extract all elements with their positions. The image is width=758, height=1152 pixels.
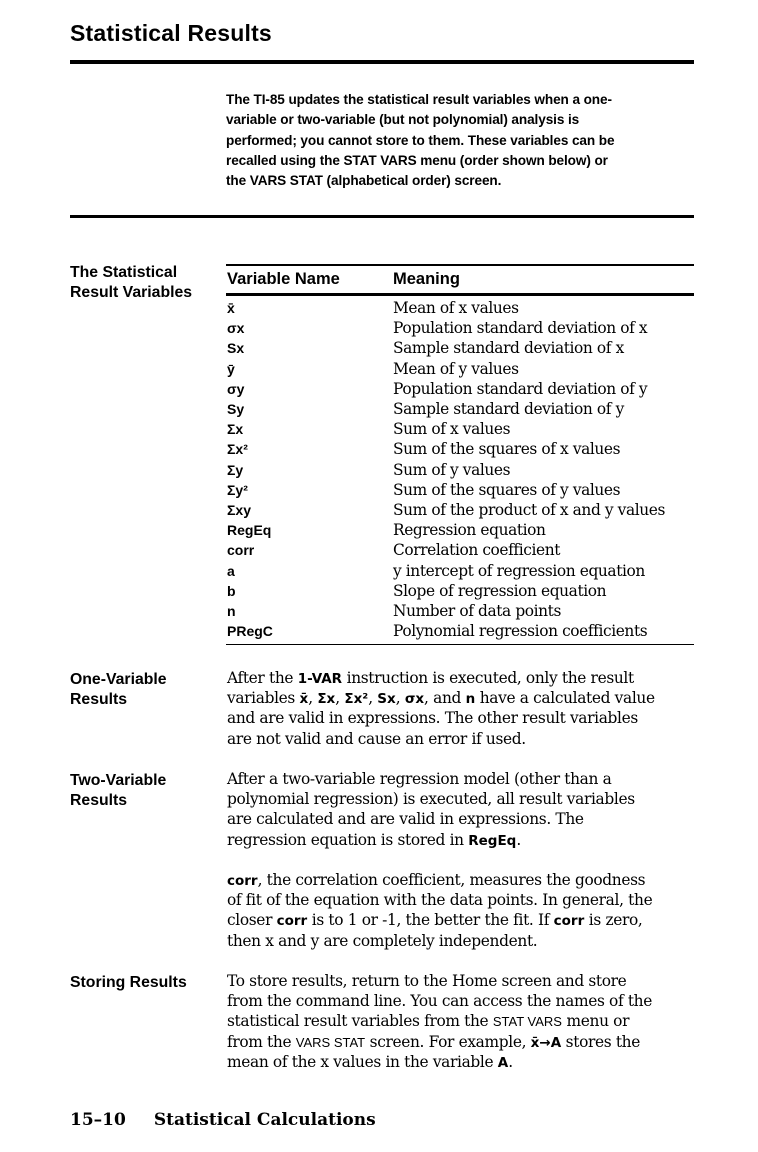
intro-line: recalled using the STAT VARS menu (order shown below) or: [226, 152, 608, 168]
variable-meaning: Population standard deviation of y: [393, 379, 648, 398]
column-header-variable: Variable Name: [227, 270, 340, 288]
storing-results-label: Storing Results: [70, 974, 187, 991]
variable-meaning: Sum of x values: [393, 420, 511, 439]
variable-meaning: y intercept of regression equation: [393, 561, 645, 580]
variable-name: Σy: [227, 461, 244, 478]
variable-meaning: Correlation coefficient: [393, 541, 560, 560]
column-header-meaning: Meaning: [393, 270, 460, 288]
variables-section-label: The Statistical Result Variables: [70, 264, 193, 302]
variable-name: a: [227, 562, 235, 579]
variable-name: ȳ: [227, 360, 235, 377]
variable-meaning: Sum of the product of x and y values: [393, 501, 665, 519]
variable-meaning: Sample standard deviation of y: [393, 400, 624, 418]
two-variable-label: Two-Variable Results: [70, 772, 167, 810]
variable-meaning: Sample standard deviation of x: [393, 339, 624, 358]
storing-paragraph: To store results, return to the Home screen and store from the command line. You can access the names of the statistical result variables from the STAT VARS menu or from the VARS STAT screen. For example, x̄→A stores the mean of the x values in the variable A.: [227, 972, 653, 1071]
variable-meaning: Number of data points: [393, 602, 561, 620]
variable-name: PRegC: [227, 623, 273, 640]
variable-name: Sy: [227, 401, 245, 417]
variable-meaning: Polynomial regression coefficients: [393, 622, 648, 641]
variable-meaning: Mean of y values: [393, 359, 519, 378]
intro-line: The TI-85 updates the statistical result variables when a one-: [226, 92, 612, 107]
two-variable-paragraph: After a two-variable regression model (other than a polynomial regression) is executed, all result variables are calculated and are valid in expressions. The regression equation is stored in RegEq.: [227, 770, 635, 849]
section-rule: [70, 215, 694, 218]
table-bottom-rule: [226, 644, 694, 645]
variable-name: Σx: [227, 421, 244, 438]
variable-name: RegEq: [227, 522, 272, 539]
code-1var: 1-VAR: [297, 671, 343, 687]
intro-line: performed; you cannot store to them. These variables can be: [226, 132, 615, 148]
variable-name: σy: [227, 380, 245, 397]
variable-name: Σy²: [227, 481, 248, 498]
variable-name: n: [227, 603, 236, 619]
variable-name: σx: [227, 320, 245, 337]
variable-name: Σx²: [227, 441, 248, 458]
variable-name: Σxy: [227, 502, 251, 518]
variable-meaning: Population standard deviation of x: [393, 319, 648, 338]
variable-name: b: [227, 582, 236, 599]
section-title: Statistical Calculations: [153, 1110, 376, 1130]
one-variable-paragraph: After the 1-VAR instruction is executed, only the result variables x̄, Σx, Σx², Sx, σx, and n have a calculated value and are valid in expressions. The other result variables are not valid and cause an error if used.: [227, 669, 655, 748]
variable-meaning: Sum of the squares of y values: [393, 480, 621, 499]
variable-name: corr: [227, 542, 255, 559]
variable-name: x̄: [227, 300, 235, 316]
code-corr: corr: [227, 873, 258, 889]
header-rule: [70, 60, 694, 64]
code-store-example: x̄→A: [530, 1034, 562, 1051]
variable-name: Sx: [227, 340, 245, 357]
page-title: Statistical Results: [70, 20, 272, 46]
page-number: 15–10: [70, 1110, 126, 1130]
table-header-rule: [226, 293, 694, 296]
intro-paragraph: [226, 90, 696, 191]
one-variable-label: One-Variable Results: [70, 671, 167, 709]
variable-meaning: Regression equation: [393, 521, 546, 540]
corr-paragraph: corr, the correlation coefficient, measures the goodness of fit of the equation with the data points. In general, the closer corr is to 1 or -1, the better the fit. If corr is zero, then x and y are completely independent.: [227, 871, 653, 950]
code-regeq: RegEq: [468, 832, 517, 849]
intro-line: the VARS STAT (alphabetical order) screen.: [226, 173, 502, 189]
variable-meaning: Mean of x values: [393, 299, 519, 317]
intro-line: variable or two-variable (but not polynomial) analysis is: [226, 112, 580, 128]
variable-meaning: Sum of the squares of x values: [393, 440, 621, 459]
page-footer: [70, 1110, 376, 1130]
table-top-rule: [226, 264, 694, 266]
variable-meaning: Slope of regression equation: [393, 581, 607, 600]
variable-meaning: Sum of y values: [393, 460, 511, 479]
